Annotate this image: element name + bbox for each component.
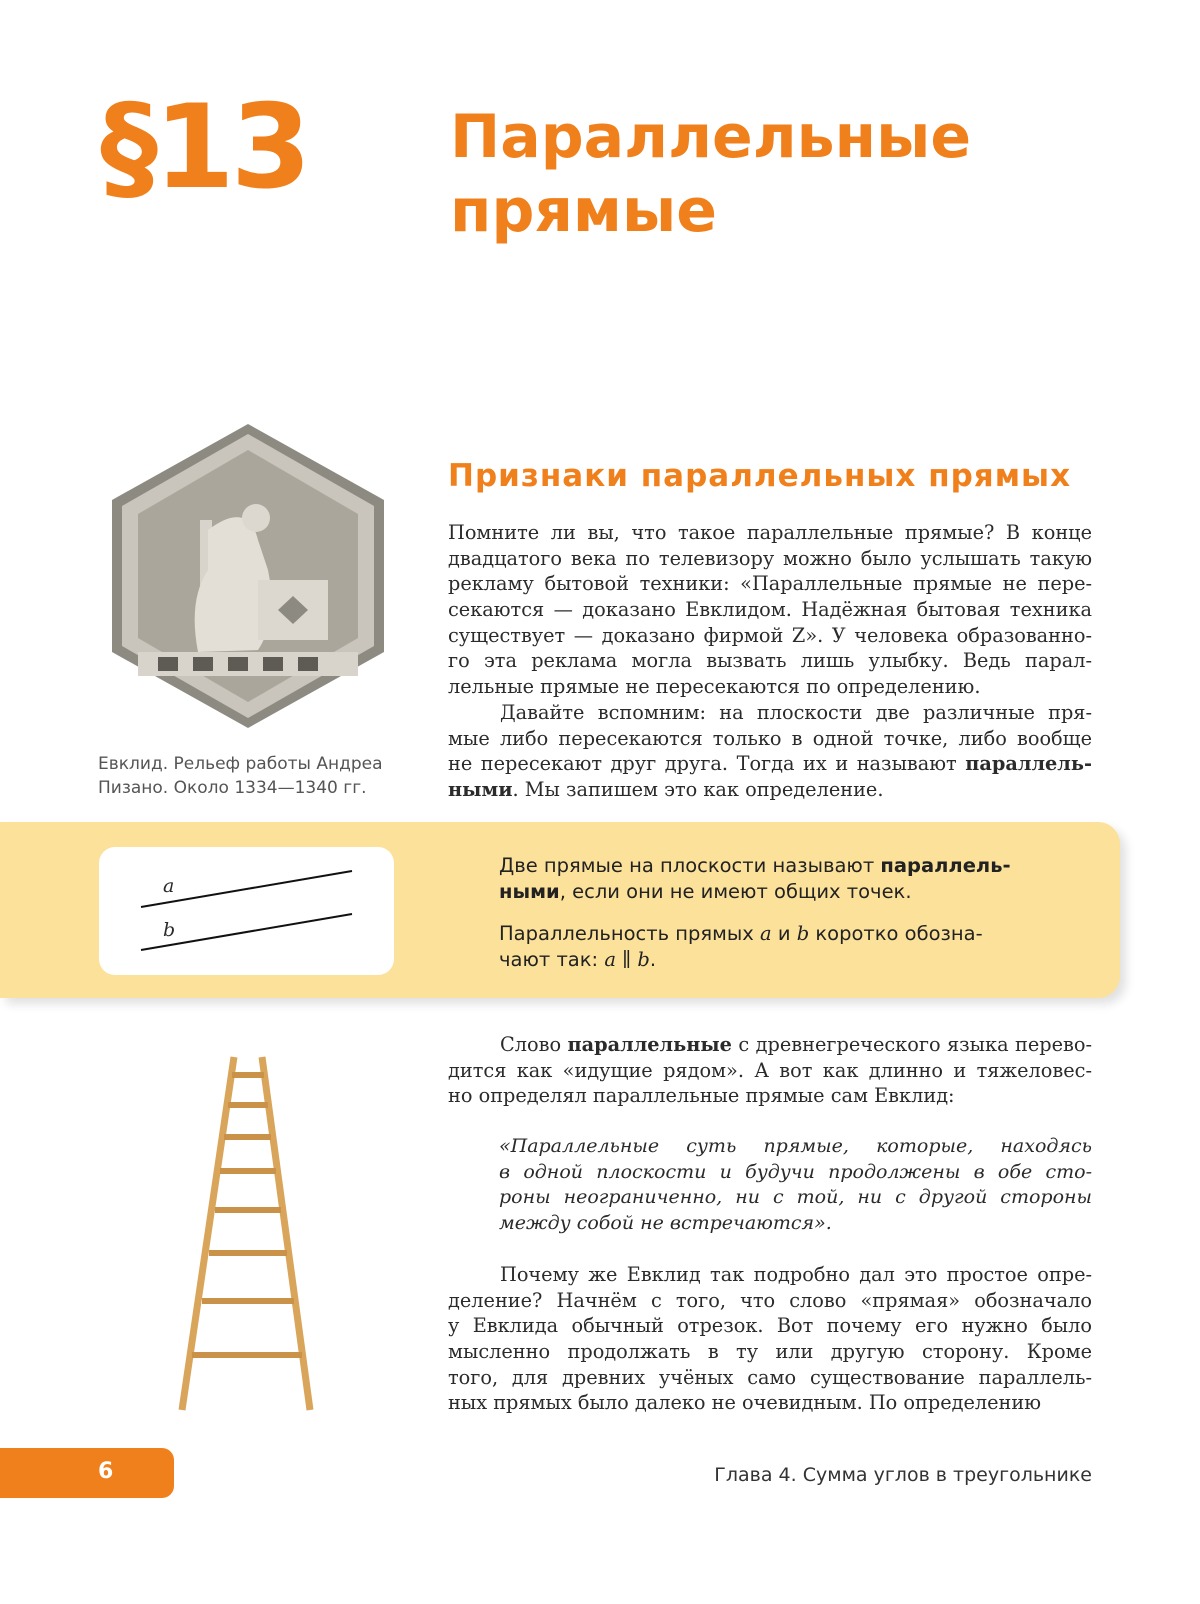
parallel-lines-svg bbox=[99, 847, 394, 975]
text-line bbox=[448, 1288, 1092, 1314]
text: , если они не имеют общих точек. bbox=[559, 879, 912, 903]
text: Две прямые на плоскости называют bbox=[499, 854, 881, 877]
text-line bbox=[448, 1262, 1092, 1288]
text-segment: мые либо пересекаются только в одной точке, либо вообще bbox=[448, 726, 1092, 750]
text-line bbox=[448, 1390, 1092, 1416]
text: коротко обозна- bbox=[809, 922, 983, 945]
text-line bbox=[448, 520, 1092, 546]
page-number-tab bbox=[0, 1448, 174, 1498]
page-number: 6 bbox=[98, 1459, 114, 1484]
text-line bbox=[448, 571, 1092, 597]
text-segment: рекламу бытовой техники: «Параллельные прямые не пере- bbox=[448, 572, 1092, 596]
text-line bbox=[448, 1083, 1092, 1109]
text-segment: Помните ли вы, что такое параллельные прямые? В конце bbox=[448, 521, 1092, 544]
text-line bbox=[448, 1058, 1092, 1084]
caption-line: Евклид. Рельеф работы Андреа bbox=[98, 754, 383, 774]
text-segment: того, для древних учёных само существование параллель- bbox=[448, 1365, 1092, 1389]
text: и bbox=[771, 922, 797, 945]
caption-line: Пизано. Около 1334—1340 гг. bbox=[98, 778, 367, 798]
text-line bbox=[448, 1339, 1092, 1365]
quote-line: «Параллельные суть прямые, которые, находясь bbox=[499, 1135, 1092, 1157]
bold-term: параллельные bbox=[567, 1033, 732, 1056]
label-a: a bbox=[163, 875, 175, 897]
paragraph-number: §13 bbox=[100, 80, 308, 215]
body-text-3 bbox=[448, 1262, 1092, 1416]
text-segment: деление? Начнём с того, что слово «прямая» обозначало bbox=[448, 1288, 1092, 1312]
var-a: a bbox=[759, 922, 772, 945]
text-segment: . Мы запишем это как определение. bbox=[512, 777, 884, 801]
text-line bbox=[448, 1032, 1092, 1058]
quote-line: роны неограниченно, ни с той, ни с другой стороны bbox=[499, 1186, 1092, 1209]
text-line bbox=[448, 546, 1092, 572]
chapter-footer: Глава 4. Сумма углов в треугольнике bbox=[714, 1464, 1092, 1486]
ladder-image bbox=[170, 1055, 320, 1415]
text-line bbox=[448, 674, 1092, 700]
intro-text bbox=[448, 520, 1092, 803]
bold-term: параллель- bbox=[965, 752, 1092, 776]
euclid-relief-image bbox=[108, 420, 388, 732]
text-segment: мысленно продолжать в ту или другую сторону. Кроме bbox=[448, 1340, 1092, 1364]
parallel-notation: a ∥ b bbox=[604, 947, 650, 971]
text-segment: секаются — доказано Евклидом. Надёжная бытовая техника bbox=[448, 598, 1092, 622]
text-line bbox=[448, 1365, 1092, 1391]
text-segment: ных прямых было далеко не очевидным. По определению bbox=[448, 1391, 1042, 1415]
text-segment: лельные прямые не пересекаются по определению. bbox=[448, 675, 981, 699]
text-line bbox=[448, 1313, 1092, 1339]
definition-text bbox=[499, 853, 1011, 972]
section-heading: Признаки параллельных прямых bbox=[448, 458, 1072, 494]
text-line bbox=[448, 751, 1092, 777]
text-line bbox=[448, 700, 1092, 726]
text-segment: но определял параллельные прямые сам Евклид: bbox=[448, 1084, 955, 1108]
term: параллель- bbox=[880, 854, 1011, 877]
parallel-lines-diagram bbox=[99, 847, 394, 975]
text-segment: двадцатого века по телевизору можно было услышать такую bbox=[448, 546, 1092, 570]
text-line bbox=[448, 726, 1092, 752]
text: чают так: bbox=[499, 947, 605, 971]
text-segment: го эта реклама могла вызвать лишь улыбку. Ведь парал- bbox=[448, 649, 1092, 673]
title-line: Параллельные bbox=[450, 102, 972, 172]
text-segment: Почему же Евклид так подробно дал это простое опре- bbox=[500, 1263, 1092, 1286]
title-line: прямые bbox=[450, 176, 717, 246]
term: ными bbox=[499, 879, 560, 903]
text-segment: Слово bbox=[500, 1033, 568, 1056]
text: Параллельность прямых bbox=[499, 922, 760, 945]
var-b: b bbox=[796, 922, 810, 945]
euclid-quote bbox=[499, 1134, 1092, 1237]
text-segment: у Евклида обычный отрезок. Вот почему его нужно было bbox=[448, 1314, 1092, 1338]
bold-term: ными bbox=[448, 777, 513, 801]
text-segment: не пересекают друг друга. Тогда их и называют bbox=[448, 752, 966, 776]
text-segment: существует — доказано фирмой Z». У человека образованно- bbox=[448, 623, 1092, 647]
quote-line: в одной плоскости и будучи продолжены в обе сто- bbox=[499, 1160, 1092, 1183]
text-line bbox=[448, 648, 1092, 674]
text-line bbox=[448, 597, 1092, 623]
text-segment: с древнегреческого языка перево- bbox=[731, 1033, 1092, 1056]
text-segment: Давайте вспомним: на плоскости две различные пря- bbox=[500, 700, 1092, 724]
page-title bbox=[450, 100, 971, 248]
figure-caption bbox=[98, 752, 382, 800]
text-segment: дится как «идущие рядом». А вот как длинно и тяжеловес- bbox=[448, 1058, 1092, 1082]
text-line bbox=[448, 623, 1092, 649]
label-b: b bbox=[163, 919, 176, 941]
quote-line: между собой не встречаются». bbox=[499, 1212, 832, 1235]
text: . bbox=[649, 947, 657, 971]
body-text-2 bbox=[448, 1032, 1092, 1109]
text-line bbox=[448, 777, 1092, 803]
